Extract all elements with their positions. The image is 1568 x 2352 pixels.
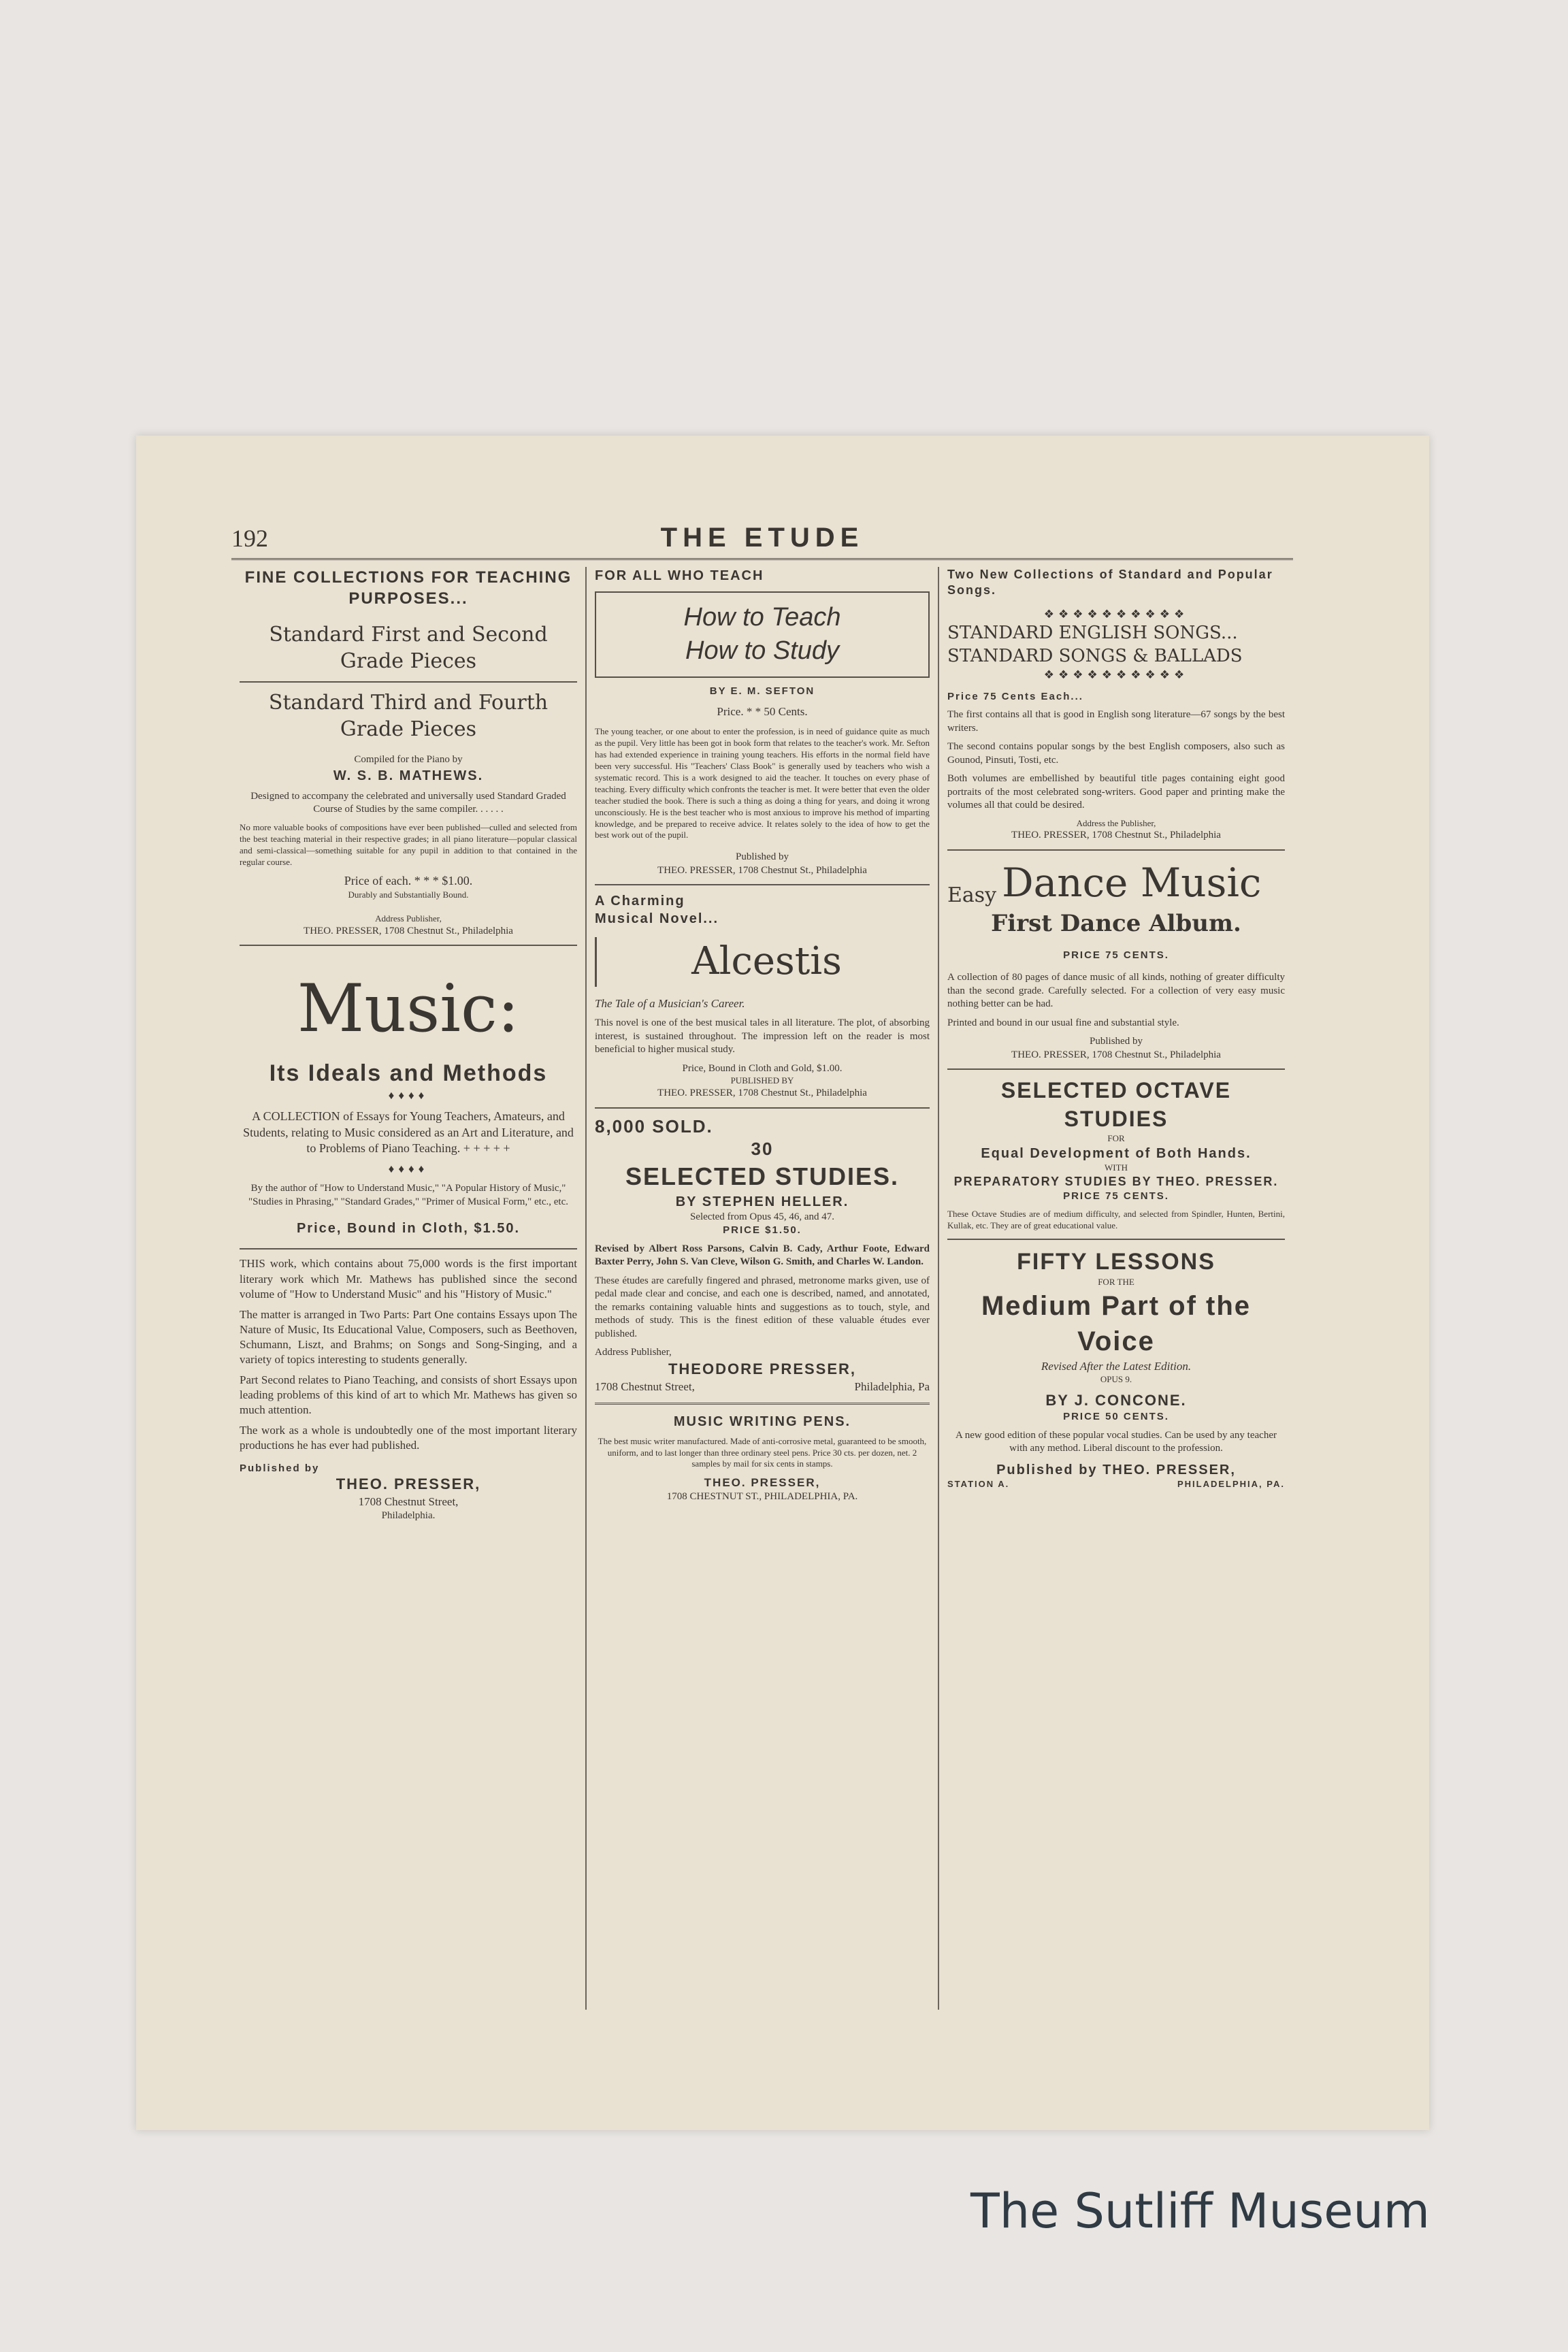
philadelphia-pa: Philadelphia, Pa <box>854 1379 930 1393</box>
this-work-text: THIS work, which contains about 75,000 words is the first important literary work which Mr. Mathews has published since the second volume of "How to Understand Music" and his "History of Music." <box>240 1257 577 1301</box>
opus-label: OPUS 9. <box>1100 1373 1132 1384</box>
price-concone: PRICE 50 CENTS. <box>1063 1411 1169 1423</box>
ornament-icon: ❖❖❖❖❖❖❖❖❖❖ <box>1043 668 1189 682</box>
medium-part-title: Medium Part of the Voice <box>981 1290 1252 1356</box>
music-title: Music: <box>297 970 520 1047</box>
presser-right2: THEO. PRESSER, 1708 Chestnut St., Philadelphia <box>1011 1049 1221 1060</box>
presser-city: Philadelphia. <box>381 1509 436 1521</box>
revised-text: Revised by Albert Ross Parsons, Calvin B. Cady, Arthur Foote, Edward Baxter Perry, John S. Van Cleve, Wilson G. Smith, and Charles W. Landon. <box>595 1243 930 1268</box>
published-by: Published by <box>240 1462 320 1474</box>
chestnut-street: 1708 Chestnut Street, <box>595 1379 695 1393</box>
pens-title: MUSIC WRITING PENS. <box>673 1414 851 1429</box>
presser-name: THEO. PRESSER, <box>336 1475 481 1493</box>
compiled-label: Compiled for the Piano by <box>354 754 463 766</box>
sold-count: 8,000 SOLD. <box>595 1115 713 1137</box>
charming-label: A Charming <box>595 894 685 909</box>
museum-watermark: The Sutliff Museum <box>970 2183 1430 2239</box>
pens-text: The best music writer manufactured. Made of anti-corrosive metal, guaranteed to be smooth, uniform, and to last longer than three ordinary steel pens. Price 30 cts. per dozen, net. 2 samples by mail for six cents in stamps. <box>598 1435 927 1469</box>
novel-text: This novel is one of the best musical tales in all literature. The plot, of absorbing interest, is sustained throughout. The impression left on the reader is most beneficial to higher musical study. <box>595 1017 930 1056</box>
ornament-icon: ❖❖❖❖❖❖❖❖❖❖ <box>1043 607 1189 621</box>
presser-right: THEO. PRESSER, 1708 Chestnut St., Philadelphia <box>1011 830 1221 841</box>
songs-ballads: STANDARD SONGS & BALLADS <box>947 645 1243 666</box>
magazine-page <box>136 436 1429 2130</box>
fine-collections-title: FINE COLLECTIONS FOR TEACHING PURPOSES... <box>244 568 572 608</box>
dance-music-title: Dance Music <box>1002 859 1262 906</box>
address-line <box>595 1379 930 1394</box>
revised-after: Revised After the Latest Edition. <box>1041 1359 1192 1373</box>
published-by-last: Published by THEO. PRESSER, <box>996 1462 1236 1477</box>
middle-column <box>585 567 939 2010</box>
matter-text: The matter is arranged in Two Parts: Part One contains Essays upon The Nature of Music, Its Educational Value, Composers, such as Beethoven, Schumann, Liszt, and Brahms; on Songs and Song-Singing, and a variety of topics interesting to students generally. <box>240 1307 577 1367</box>
presser-mid: THEO. PRESSER, 1708 Chestnut St., Philadelphia <box>657 864 867 876</box>
collection-text: A COLLECTION of Essays for Young Teachers, Amateurs, and Students, relating to Music considered as an Art and Literature, and to Problems of Piano Teaching. + + + + + <box>243 1109 574 1155</box>
left-column <box>231 567 585 2010</box>
price-octave: PRICE 75 CENTS. <box>1063 1190 1169 1203</box>
ornament-icon: ♦♦♦♦ <box>388 1089 429 1102</box>
by-concone: BY J. CONCONE. <box>1045 1391 1187 1409</box>
easy-label: Easy <box>947 883 997 908</box>
address-pub-right: Address the Publisher, <box>1076 817 1156 828</box>
octave-studies-title: SELECTED OCTAVE STUDIES <box>1000 1078 1232 1131</box>
presser-mid2: THEO. PRESSER, 1708 Chestnut St., Philadelphia <box>657 1088 867 1099</box>
how-to-teach: How to Teach <box>683 603 841 632</box>
price-each: Price of each. * * * $1.00. <box>344 874 473 888</box>
easy-dance-title <box>947 858 1285 909</box>
published-by-mid: Published by <box>736 851 789 863</box>
by-sefton: BY E. M. SEFTON <box>709 685 815 697</box>
for-the-label: FOR THE <box>1098 1276 1134 1287</box>
price-each-songs: Price 75 Cents Each... <box>947 690 1083 702</box>
by-author-text: By the author of "How to Understand Music," "A Popular History of Music," "Studies in Phrasing," "Standard Grades," "Primer of Musical Form," etc., etc. <box>248 1183 568 1207</box>
second-contains: The second contains popular songs by the best English composers, also such as Gounod, Pinsuti, Tosti, etc. <box>947 741 1285 766</box>
columns <box>231 567 1293 2010</box>
masthead: THE ETUDE <box>660 523 864 553</box>
thirty-label: 30 <box>751 1139 774 1160</box>
author-name: W. S. B. MATHEWS. <box>333 768 484 783</box>
page-number: 192 <box>231 525 268 552</box>
equal-development: Equal Development of Both Hands. <box>981 1146 1252 1162</box>
with-label: WITH <box>1105 1162 1128 1173</box>
published-by-mid2: PUBLISHED BY <box>730 1075 794 1086</box>
tale-subtitle: The Tale of a Musician's Career. <box>595 997 745 1011</box>
by-heller: BY STEPHEN HELLER. <box>675 1194 849 1209</box>
right-column <box>939 567 1293 2010</box>
musical-novel-label: Musical Novel... <box>595 911 719 927</box>
station-label: STATION A. <box>947 1478 1010 1489</box>
presser-street: 1708 Chestnut Street, <box>358 1494 459 1508</box>
printed-text: Printed and bound in our usual fine and substantial style. <box>947 1017 1179 1028</box>
phila-label: PHILADELPHIA, PA. <box>1177 1478 1285 1489</box>
for-all-who-teach: FOR ALL WHO TEACH <box>595 568 764 583</box>
ornament-icon: ♦♦♦♦ <box>388 1162 429 1176</box>
how-to-study: How to Study <box>685 636 839 666</box>
first-contains: The first contains all that is good in English song literature—67 songs by the best writers. <box>947 709 1285 734</box>
station-line <box>947 1479 1285 1490</box>
published-by-right: Published by <box>1090 1036 1143 1047</box>
page-content <box>231 517 1293 2008</box>
standard-third-title: Standard Third and Fourth Grade Pieces <box>268 691 549 742</box>
address-publisher: Address Publisher, <box>375 913 442 924</box>
publisher-address: THEO. PRESSER, 1708 Chestnut St., Philadelphia <box>304 925 513 936</box>
presser-mid3: THEO. PRESSER, <box>704 1476 821 1490</box>
designed-text: Designed to accompany the celebrated and universally used Standard Graded Course of Studies by the same compiler. . . . . . <box>250 790 566 815</box>
selected-studies-title: SELECTED STUDIES. <box>625 1162 900 1191</box>
standard-first-title: Standard First and Second Grade Pieces <box>269 623 548 674</box>
octave-text: These Octave Studies are of medium difficulty, and selected from Spindler, Hunten, Bertini, Kullak, etc. They are of great educational value. <box>947 1208 1285 1230</box>
two-new-title: Two New Collections of Standard and Popular Songs. <box>947 568 1273 598</box>
preparatory-studies: PREPARATORY STUDIES BY THEO. PRESSER. <box>953 1175 1279 1188</box>
address-pub-mid: Address Publisher, <box>595 1347 672 1358</box>
its-ideals-title: Its Ideals and Methods <box>269 1060 548 1086</box>
english-songs: STANDARD ENGLISH SONGS... <box>947 622 1238 643</box>
alcestis-title: Alcestis <box>595 937 930 987</box>
work-whole-text: The work as a whole is undoubtedly one of the most important literary productions he has ever had published. <box>240 1424 577 1452</box>
selected-from: Selected from Opus 45, 46, and 47. <box>689 1211 835 1222</box>
page-header <box>231 517 1293 560</box>
address-mid3: 1708 CHESTNUT ST., PHILADELPHIA, PA. <box>666 1491 858 1503</box>
etudes-text: These études are carefully fingered and phrased, metronome marks given, use of pedal made clear and concise, and each one is described, named, and annotated, the remarks containing valuable hints and suggestions as to touch, style, and methods of study. This is the finest edition of these valuable études ever published. <box>595 1275 930 1339</box>
for-label: FOR <box>1107 1133 1125 1144</box>
price-sefton: Price. * * 50 Cents. <box>717 705 808 719</box>
price-dance: PRICE 75 CENTS. <box>1063 949 1169 961</box>
fifty-lessons-title: FIFTY LESSONS <box>1017 1248 1215 1275</box>
how-to-teach-box <box>595 591 930 678</box>
no-more-text: No more valuable books of compositions have ever been published—culled and selected from the best teaching material in their respective grades; in all piano literature—popular classical and semi-classical—something suitable for any pupil in addition to that contained in the regular course. <box>240 821 577 867</box>
durably-bound: Durably and Substantially Bound. <box>348 889 469 900</box>
part-second-text: Part Second relates to Piano Teaching, and consists of short Essays upon leading problems of this kind of art to which Mr. Mathews has given so much attention. <box>240 1373 577 1417</box>
theodore-presser: THEODORE PRESSER, <box>668 1360 857 1377</box>
concone-text: A new good edition of these popular vocal studies. Can be used by any teacher with any method. Liberal discount to the profession. <box>956 1429 1277 1454</box>
price-heller: PRICE $1.50. <box>723 1224 802 1237</box>
dance-text: A collection of 80 pages of dance music of all kinds, nothing of greater difficulty than the second grade. Carefully selected. For a collection of very easy music nothing better can be had. <box>947 972 1285 1010</box>
both-volumes: Both volumes are embellished by beautiful title pages containing eight good portraits of the most celebrated song-writers. Good paper and printing make the volumes all that could be desired. <box>947 773 1285 811</box>
young-teacher-text: The young teacher, or one about to enter the profession, is in need of guidance quite as much as the pupil. Very little has been got in book form that relates to the teacher's work. Mr. Sefton has had extended experience in training young teachers. His efforts in the normal field have been very successful. His "Teachers' Class Book" is generally used by teachers who wish a systematic record. This is a work designed to aid the teacher. It touches on every phase of teaching. Every difficulty which confronts the teacher is met. It were better that even the older teacher studied the book. There is such a thing as doing a thing for years, and doing it wrong unconsciously. He is the best teacher who is most anxious to improve his method of imparting knowledge, and be prepared to receive advice. It relates solely to the idea of how to get the best work out of the pupil. <box>595 726 930 840</box>
first-dance-album: First Dance Album. <box>991 910 1241 938</box>
price-cloth: Price, Bound in Cloth, $1.50. <box>296 1221 521 1237</box>
price-cloth-gold: Price, Bound in Cloth and Gold, $1.00. <box>682 1062 843 1074</box>
